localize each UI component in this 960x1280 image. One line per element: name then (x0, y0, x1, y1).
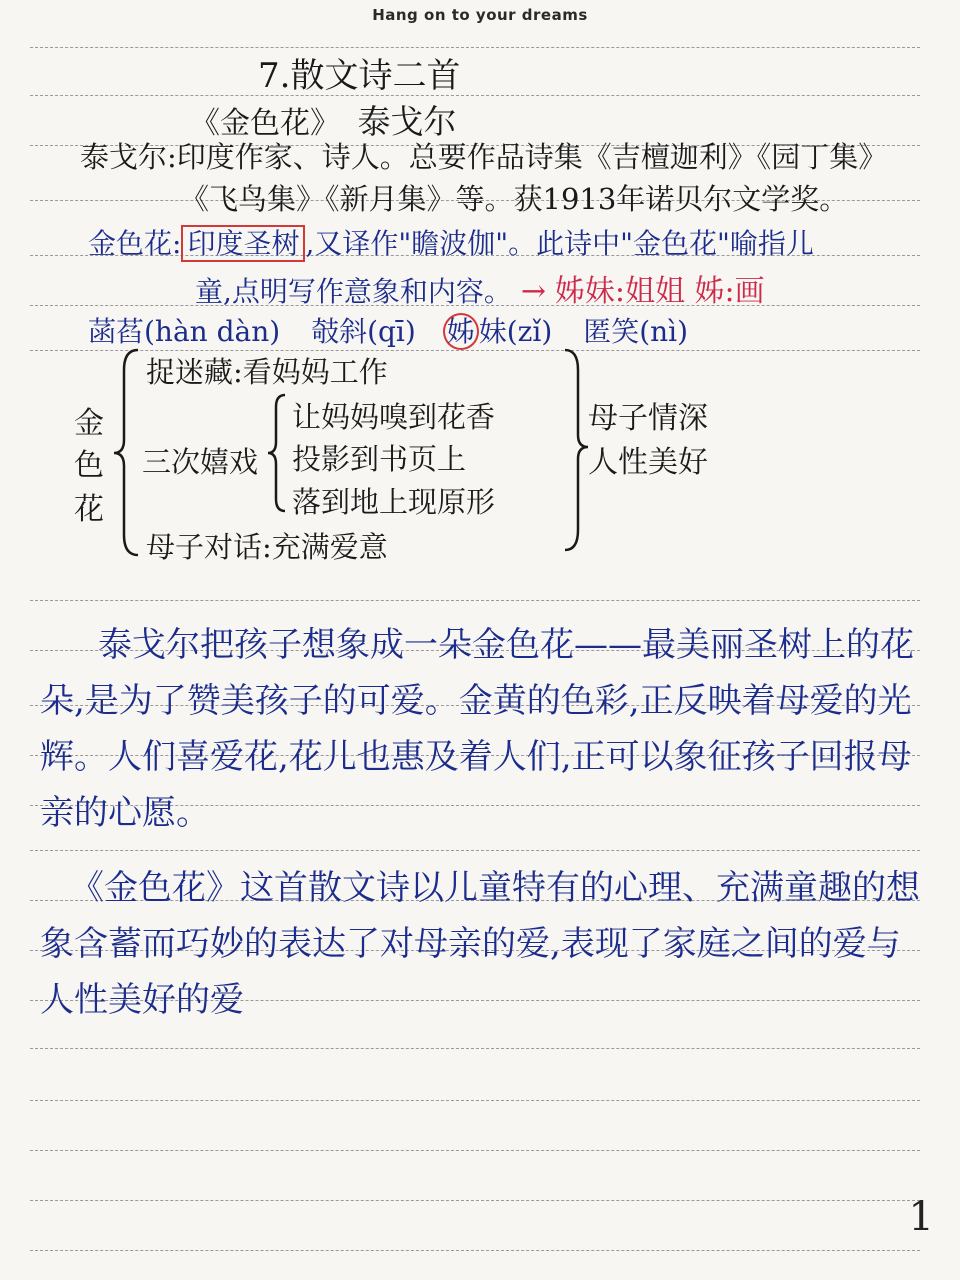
inner-brace (268, 395, 285, 511)
paragraph-1: 泰戈尔把孩子想象成一朵金色花——最美丽圣树上的花朵,是为了赞美孩子的可爱。金黄的色彩,正反映着母爱的光辉。人们喜爱花,花儿也惠及着人们,正可以象征孩子回报母亲的心愿。 (40, 625, 914, 833)
highlighted-term: 印度圣树 (181, 225, 305, 262)
ruled-line (30, 1048, 920, 1049)
pinyin-word: 攲斜(qī) (311, 315, 416, 348)
outline-theme: 人性美好 (588, 445, 708, 480)
flower-note-text2: 童,点明写作意象和内容。 (195, 275, 512, 308)
ruled-line (30, 1250, 920, 1251)
ruled-line (30, 95, 920, 96)
outline-root-char: 花 (74, 492, 104, 527)
left-brace (114, 350, 138, 555)
outline-root-char: 色 (74, 448, 104, 483)
pinyin-line (88, 310, 688, 350)
pinyin-word: 姊 妹(zǐ) (443, 315, 553, 348)
flower-note-line1 (88, 222, 814, 262)
circled-character: 姊 (443, 313, 479, 350)
ruled-line (30, 1150, 920, 1151)
ruled-line (30, 1200, 920, 1201)
page-number: 1 (908, 1194, 934, 1240)
outline-item: 三次嬉戏 (142, 445, 259, 479)
lesson-title: 7.散文诗二首 (258, 56, 461, 96)
work-author: 泰戈尔 (357, 102, 457, 141)
outline-root-char: 金 (74, 406, 104, 441)
pinyin-word: 匿笑(nì) (583, 315, 689, 348)
paragraph-2: 《金色花》这首散文诗以儿童特有的心理、充满童趣的想象含蓄而巧妙的表达了对母亲的爱,表现了家庭之间的爱与人性美好的爱 (40, 868, 920, 1020)
right-brace (565, 350, 588, 550)
outline-item: 母子对话:充满爱意 (146, 530, 388, 564)
red-annotation: 姊妹:姐姐 姊:画 (554, 274, 765, 309)
flower-note-line2 (195, 266, 765, 310)
ruled-line (30, 47, 920, 48)
ruled-line (30, 1100, 920, 1101)
ruled-line (30, 850, 920, 851)
outline-theme: 母子情深 (588, 401, 708, 436)
outline-item: 捉迷藏:看妈妈工作 (146, 355, 388, 389)
author-note-line1: 泰戈尔:印度作家、诗人。总要作品诗集《吉檀迦利》《园丁集》 (80, 140, 888, 174)
ruled-line (30, 600, 920, 601)
page-header: Hang on to your dreams (372, 6, 588, 24)
flower-note-label: 金色花: (88, 227, 182, 260)
outline-subitem: 投影到书页上 (292, 442, 467, 476)
work-name: 《金色花》 (190, 106, 340, 141)
outline-subitem: 落到地上现原形 (292, 485, 496, 519)
flower-note-text: ,又译作"瞻波伽"。此诗中"金色花"喻指儿 (305, 227, 814, 260)
outline-subitem: 让妈妈嗅到花香 (292, 400, 496, 434)
author-note-line2: 《飞鸟集》《新月集》等。获1913年诺贝尔文学奖。 (180, 182, 849, 216)
arrow-icon: → (520, 274, 546, 309)
pinyin-word: 菡萏(hàn dàn) (88, 315, 281, 348)
